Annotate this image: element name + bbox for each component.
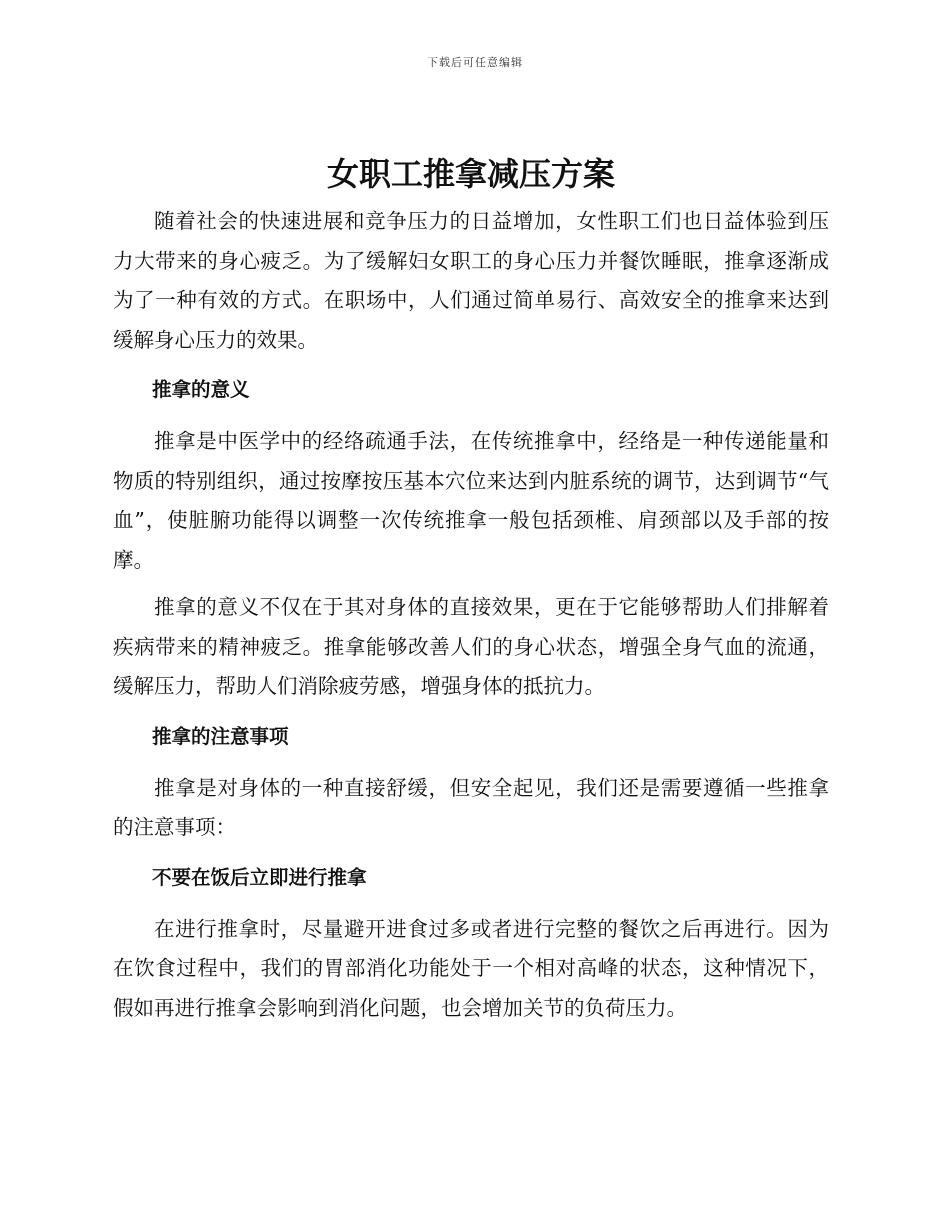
section-heading-significance: 推拿的意义 (152, 378, 250, 401)
precautions-paragraph: 推拿是对身体的一种直接舒缓，但安全起见，我们还是需要遵循一些推拿的注意事项： (113, 775, 829, 839)
after-meal-paragraph: 在进行推拿时，尽量避开进食过多或者进行完整的餐饮之后再进行。因为在饮食过程中，我们的胃部消化功能处于一个相对高峰的状态，这种情况下，假如再进行推拿会影响到消化问题，也会增加关节的负荷压力。 (113, 916, 829, 1020)
significance-paragraph-2: 推拿的意义不仅在于其对身体的直接效果，更在于它能够帮助人们排解着疾病带来的精神疲乏。推拿能够改善人们的身心状态，增强全身气血的流通，缓解压力，帮助人们消除疲劳感，增强身体的抵抗力。 (113, 595, 829, 698)
significance-paragraph-1: 推拿是中医学中的经络疏通手法，在传统推拿中，经络是一种传递能量和物质的特别组织，通过按摩按压基本穴位来达到内脏系统的调节，达到调节“气血”，使脏腑功能得以调整一次传统推拿一般包括颈椎、肩颈部以及手部的按摩。 (113, 429, 829, 572)
document-body (113, 150, 829, 1036)
section-heading-precautions: 推拿的注意事项 (152, 724, 289, 748)
section-heading-after-meal: 不要在饭后立即进行推拿 (152, 865, 367, 889)
intro-paragraph: 随着社会的快速进展和竞争压力的日益增加，女性职工们也日益体验到压力大带来的身心疲乏。为了缓解妇女职工的身心压力并餐饮睡眠，推拿逐渐成为了一种有效的方式。在职场中，人们通过简单易行、高效安全的推拿来达到缓解身心压力的效果。 (113, 209, 829, 352)
document-title: 女职工推拿减压方案 (326, 155, 615, 193)
header-note: 下载后可任意编辑 (427, 56, 523, 69)
